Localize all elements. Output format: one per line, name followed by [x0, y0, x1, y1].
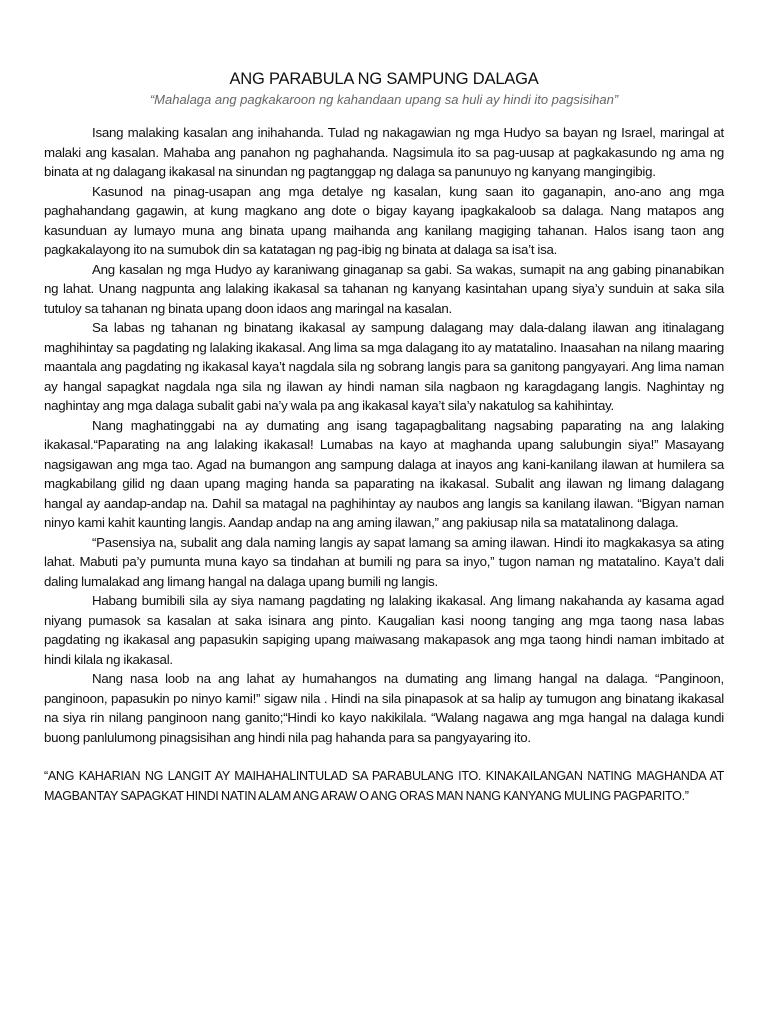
closing-statement: “ANG KAHARIAN NG LANGIT AY MAIHAHALINTULAD SA PARABULANG ITO. KINAKAILANGAN NATING MAGHANDA AT MAGBANTAY SAPAGKAT HINDI NATIN ALAM ANG ARAW O ANG ORAS MAN NANG KANYANG MULING PAGPARITO.” [44, 769, 724, 803]
document-body [44, 123, 724, 747]
paragraph-3: Ang kasalan ng mga Hudyo ay karaniwang ginaganap sa gabi. Sa wakas, sumapit na ang gabing pinanabikan ng lahat. Unang nagpunta ang lalaking ikakasal sa tahanan ng kanyang kasintahan upang siya’y sunduin at saka sila tutuloy sa tahanan ng binata upang doon idaos ang maringal na kasalan. [44, 261, 724, 316]
paragraph-2: Kasunod na pinag-usapan ang mga detalye ng kasalan, kung saan ito gaganapin, ano-ano ang mga paghahandang gagawin, at kung magkano ang dote o bigay kayang ipagkakaloob sa dalaga. Nang matapos ang kasunduan ay lumayo muna ang binata upang maihanda ang kanilang magiging tahanan. Halos isang taon ang pagkakalayong ito na sumubok din sa katatagan ng pag-ibig ng binata at dalaga sa isa’t isa. [44, 183, 724, 257]
paragraph-4: Sa labas ng tahanan ng binatang ikakasal ay sampung dalagang may dala-dalang ilawan ang itinalagang maghihintay sa pagdating ng lalaking ikakasal. Ang lima sa mga dalagang ito ay matatalino. Inaasahan na nilang maaring maantala ang pagdating ng ikakasal kaya’t nagdala sila ng sobrang langis para sa ganitong pangyayari. Ang lima naman ay hangal sapagkat nagdala nga sila ng ilawan ay hindi naman sila nagbaon ng karagdagang langis. Naghintay ng naghintay ang mga dalaga subalit gabi na’y wala pa ang ikakasal kaya’t sila’y nakatulog sa kahihintay. [44, 320, 724, 413]
paragraph-8: Nang nasa loob na ang lahat ay humahangos na dumating ang limang hangal na dalaga. “Panginoon, panginoon, papasukin po ninyo kami!” sigaw nila . Hindi na sila pinapasok at sa halip ay tumugon ang binatang ikakasal na siya rin nilang panginoon nang ganito;“Hindi ko kayo nakikilala. “Walang nagawa ang mga hangal na dalaga kundi buong panlulumong pinagsisihan ang hindi nila pag hahanda para sa pangyayaring ito. [44, 671, 724, 745]
paragraph-6: “Pasensiya na, subalit ang dala naming langis ay sapat lamang sa aming ilawan. Hindi ito magkakasya sa ating lahat. Mabuti pa’y pumunta muna kayo sa tindahan at bumili ng para sa inyo,” tugon naman ng matatalino. Kaya’t dali daling lumalakad ang limang hangal na dalaga upang bumili ng langis. [44, 534, 724, 589]
document-title: ANG PARABULA NG SAMPUNG DALAGA [229, 70, 539, 88]
paragraph-1: Isang malaking kasalan ang inihahanda. Tulad ng nakagawian ng mga Hudyo sa bayan ng Israel, maringal at malaki ang kasalan. Mahaba ang panahon ng paghahanda. Nagsimula ito sa pag-uusap at pagkakasundo ng ama ng binata at ng dalagang ikakasal na sinundan ng pagtanggap ng dalaga sa panunuyo ng kanyang mangingibig. [44, 125, 724, 179]
paragraph-5: Nang maghatinggabi na ay dumating ang isang tagapagbalitang nagsabing paparating na ang lalaking ikakasal.“Paparating na ang lalaking ikakasal! Lumabas na kayo at maghanda upang salubungin siya!” Masayang nagsigawan ang mga tao. Agad na bumangon ang sampung dalaga at inayos ang kani-kanilang ilawan at humilera sa magkabilang gilid ng daan upang maging handa sa paparating na ikakasal. Subalit ang ilawan ng limang dalagang hangal ay aandap-andap na. Dahil sa matagal na paghihintay ay naubos ang langis sa kanilang ilawan. “Bigyan naman ninyo kami kahit kaunting langis. Aandap andap na ang aming ilawan,” ang pakiusap nila sa matatalinong dalaga. [44, 417, 724, 530]
document-subtitle: “Mahalaga ang pagkakaroon ng kahandaan upang sa huli ay hindi ito pagsisihan” [149, 92, 619, 107]
paragraph-7: Habang bumibili sila ay siya namang pagdating ng lalaking ikakasal. Ang limang nakahanda ay kasama agad niyang pumasok sa kasalan at saka isinara ang pinto. Kaugalian kasi noong tanging ang mga taong nasa labas pagdating ng ikakasal ang papasukin sapiging upang maiwasang makapasok ang mga taong hindi naman imbitado at hindi kilala ng ikakasal. [44, 593, 724, 667]
